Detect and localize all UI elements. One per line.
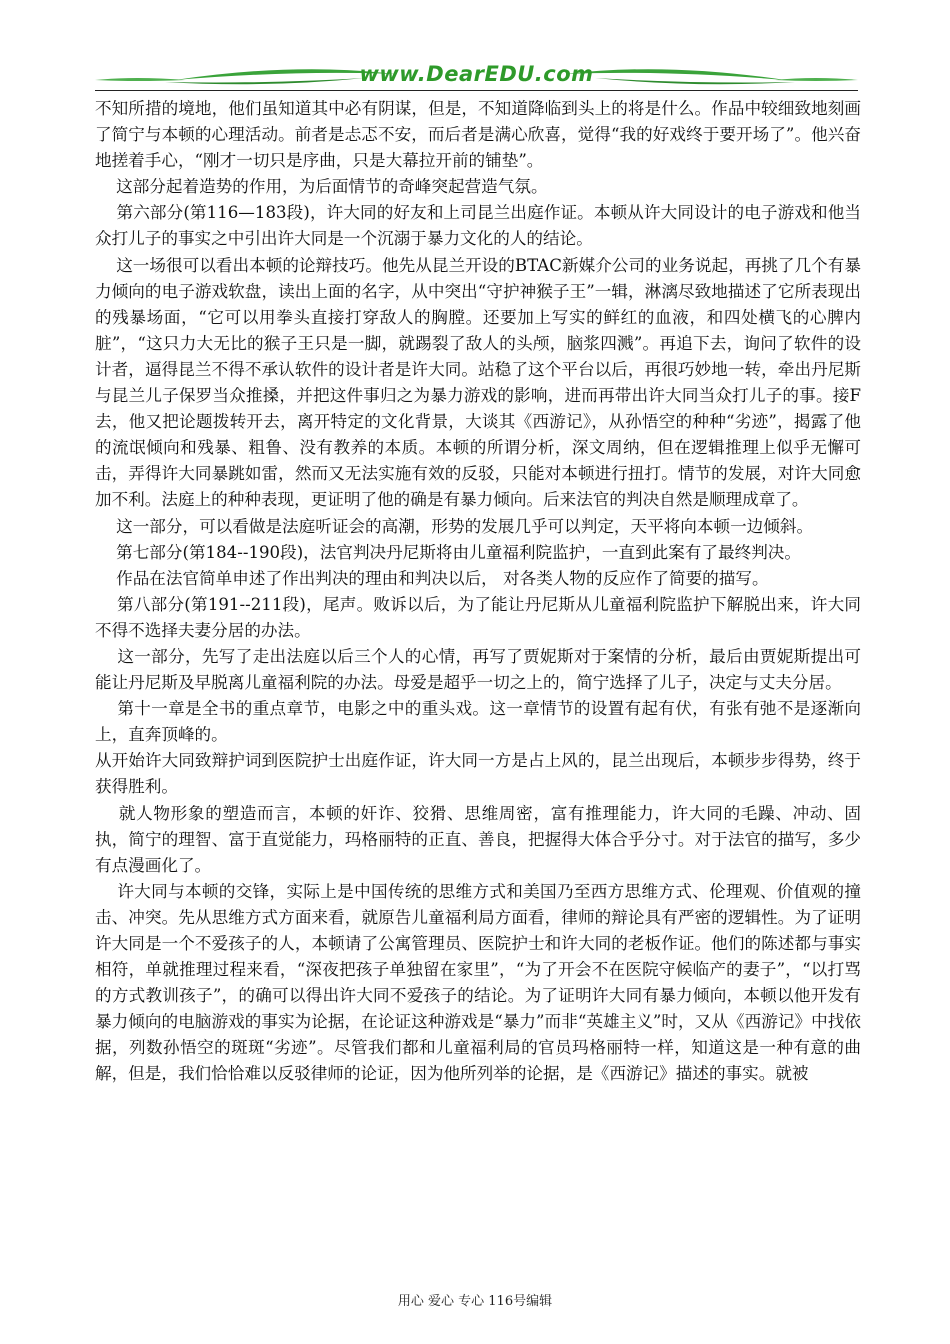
paragraph: 作品在法官简单申述了作出判决的理由和判决以后， 对各类人物的反应作了简要的描写。 (95, 568, 769, 588)
paragraph: 这一部分，先写了走出法庭以后三个人的心情，再写了贾妮斯对于案情的分析，最后由贾妮斯提出可能让丹尼斯及早脱离儿童福利院的办法。母爱是超乎一切之上的，简宁选择了儿子，决定与丈夫分居。 (95, 646, 861, 693)
paragraph: 第六部分(第116—183段)，许大同的好友和上司昆兰出庭作证。本顿从许大同设计的电子游戏和他当众打儿子的事实之中引出许大同是一个沉溺于暴力文化的人的结论。 (95, 203, 861, 249)
paragraph: 第七部分(第184--190段)，法官判决丹尼斯将由儿童福利院监护，一直到此案有了最终判决。 (95, 542, 801, 562)
header-rule (95, 90, 858, 91)
paragraph: 从开始许大同致辩护词到医院护士出庭作证，许大同一方是占上风的，昆兰出现后，本顿步步得势，终于获得胜利。 (95, 751, 861, 797)
paragraph: 许大同与本顿的交锋，实际上是中国传统的思维方式和美国乃至西方思维方式、伦理观、价值观的撞击、冲突。先从思维方式方面来看，就原告儿童福利局方面看，律师的辩论具有严密的逻辑性。为了证明许大同是一个不爱孩子的人，本顿请了公寓管理员、医院护士和许大同的老板作证。他们的陈述都与事实相符，单就推理过程来看，“深夜把孩子单独留在家里”，“为了开会不在医院守候临产的妻子”，“以打骂的方式教训孩子”，的确可以得出许大同不爱孩子的结论。为了证明许大同有暴力倾向，本顿以他开发有暴力倾向的电脑游戏的事实为论据，在论证这种游戏是“暴力”而非“英雄主义”时，又从《西游记》中找依据，列数孙悟空的斑斑“劣迹”。尽管我们都和儿童福利局的官员玛格丽特一样，知道这是一种有意的曲解，但是，我们恰恰难以反驳律师的论证，因为他所列举的论据，是《西游记》描述的事实。就被 (95, 881, 861, 1084)
site-url-logo: www.DearEDU.com (359, 62, 594, 86)
paragraph: 这一部分，可以看做是法庭听证会的高潮，形势的发展几乎可以判定，天平将向本顿一边倾斜。 (95, 516, 814, 536)
paragraph: 第十一章是全书的重点章节，电影之中的重头戏。这一章情节的设置有起有伏，有张有弛不是逐渐向上，直奔顶峰的。 (95, 699, 861, 745)
paragraph: 就人物形象的塑造而言，本顿的奸诈、狡猾、思维周密，富有推理能力，许大同的毛躁、冲动、固执，简宁的理智、富于直觉能力，玛格丽特的正直、善良，把握得大体合乎分寸。对于法官的描写，多少有点漫画化了。 (95, 803, 861, 875)
paragraph: 这一场很可以看出本顿的论辩技巧。他先从昆兰开设的BTAC新媒介公司的业务说起，再挑了几个有暴力倾向的电子游戏软盘，读出上面的名字，从中突出“守护神猴子王”一辑，淋漓尽致地描述了它所表现出的残暴场面，“它可以用拳头直接打穿敌人的胸膛。还要加上写实的鲜红的血液，和四处横飞的心脾内脏”，“这只力大无比的猴子王只是一脚，就踢裂了敌人的头颅，脑浆四溅”。再追下去，询问了软件的设计者，逼得昆兰不得不承认软件的设计者是许大同。站稳了这个平台以后，再很巧妙地一转，牵出丹尼斯与昆兰儿子保罗当众推搡，并把这件事归之为暴力游戏的影响，进而再带出许大同当众打儿子的事。接F去，他又把论题拨转开去，离开特定的文化背景，大谈其《西游记》，从孙悟空的种种“劣迹”，揭露了他的流氓倾向和残暴、粗鲁、没有教养的本质。本顿的所谓分析，深文周纳，但在逻辑推理上似乎无懈可击，弄得许大同暴跳如雷，然而又无法实施有效的反驳，只能对本顿进行扭打。情节的发展，对许大同愈加不利。法庭上的种种表现，更证明了他的确是有暴力倾向。后来法官的判决自然是顺理成章了。 (95, 255, 861, 510)
paragraph: 这部分起着造势的作用，为后面情节的奇峰突起营造气氛。 (95, 177, 548, 197)
document-body (95, 96, 861, 1088)
paragraph: 第八部分(第191--211段)，尾声。败诉以后，为了能让丹尼斯从儿童福利院监护下解脱出来，许大同不得不选择夫妻分居的办法。 (95, 594, 861, 640)
page-footer: 用心 爱心 专心 116号编辑 (397, 1294, 553, 1309)
paragraph: 不知所措的境地，他们虽知道其中必有阴谋，但是，不知道降临到头上的将是什么。作品中较细致地刻画了简宁与本顿的心理活动。前者是忐忑不安，而后者是满心欣喜，觉得“我的好戏终于要开场了”。他兴奋地搓着手心，“刚才一切只是序曲，只是大幕拉开前的铺垫”。 (95, 99, 861, 171)
page-header (95, 58, 858, 92)
